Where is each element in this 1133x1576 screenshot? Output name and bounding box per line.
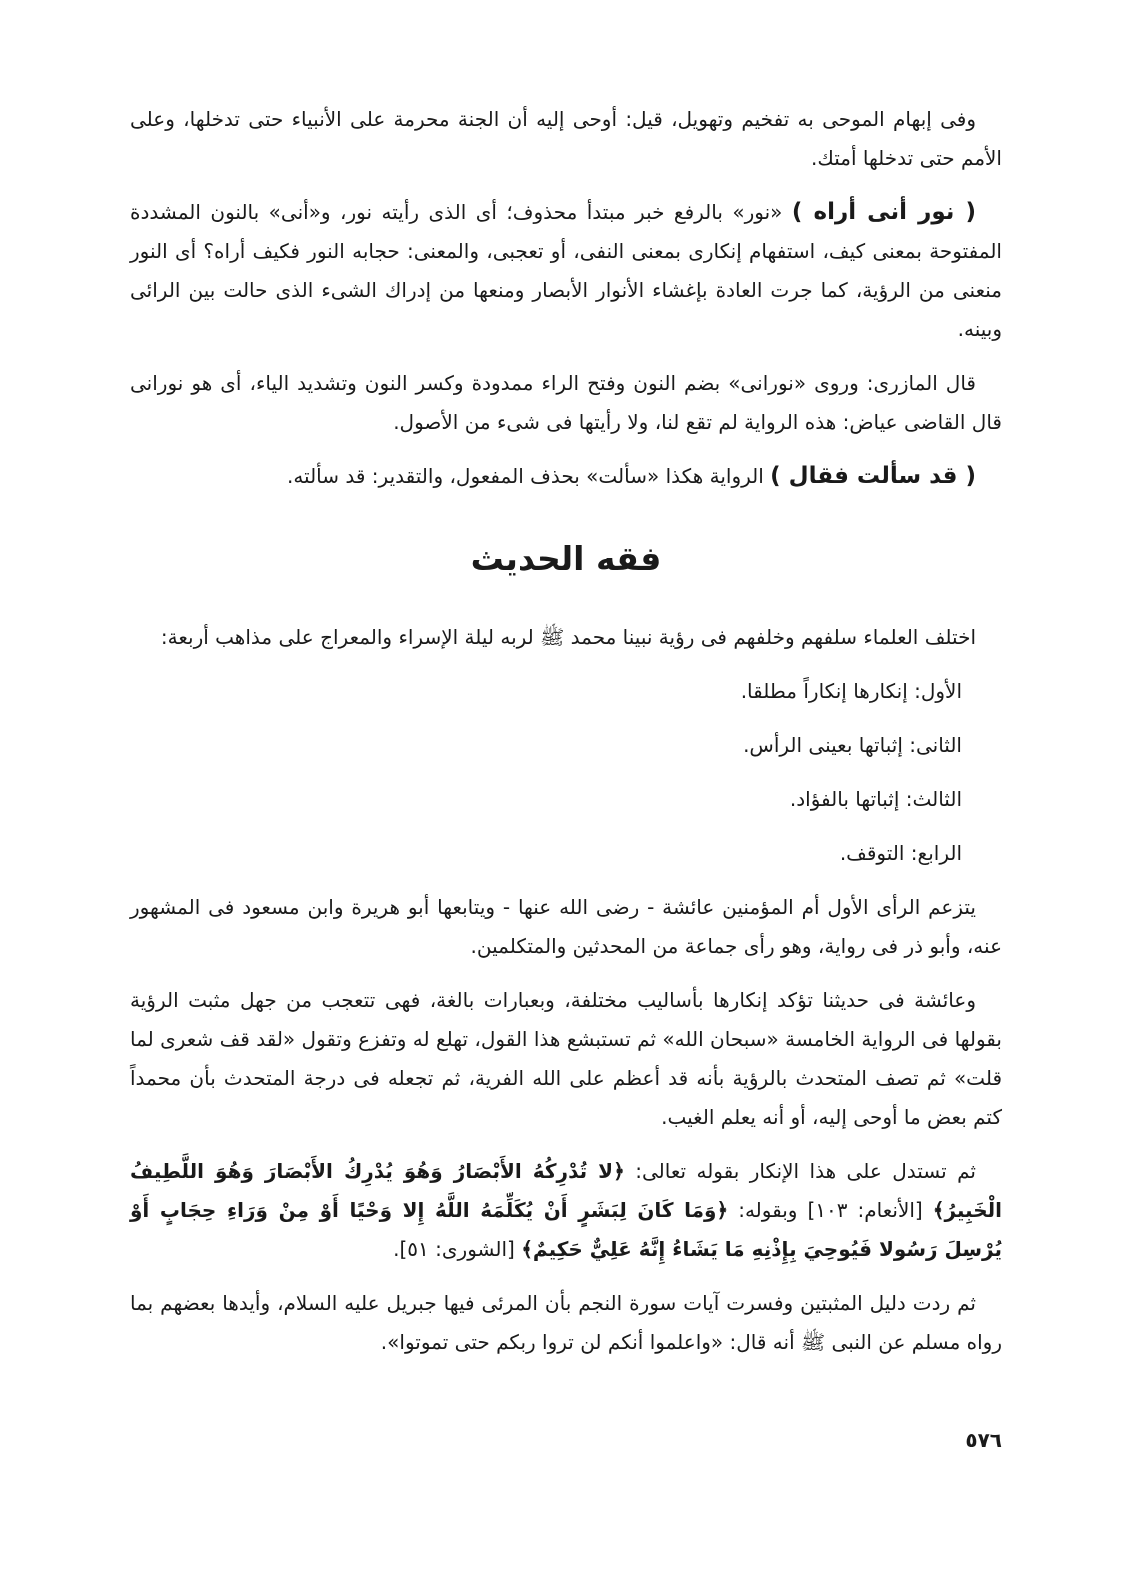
- paragraph-3: قال المازرى: وروى «نورانى» بضم النون وفتح الراء ممدودة وكسر النون وتشديد الياء، أى هو نورانى قال القاضى عياض: هذه الرواية لم تقع لنا، ولا رأيتها فى شىء من الأصول.: [130, 371, 1002, 434]
- page-body: [130, 100, 1002, 1377]
- paragraph-7: وعائشة فى حديثنا تؤكد إنكارها بأساليب مختلفة، وبعبارات بالغة، فهى تتعجب من جهل مثبت الرؤية بقولها فى الرواية الخامسة «سبحان الله» ثم تستبشع هذا القول، تهلع له وتفزع وتقول «لقد قف شعرى لما قلت» ثم تصف المتحدث بالرؤية بأنه قد أعظم على الله الفرية، ثم تجعله فى درجة المتحدث بأن محمداً كتم بعض ما أوحى إليه، أو أنه يعلم الغيب.: [130, 988, 1002, 1129]
- quran-verse-shura: ﴿وَمَا كَانَ لِبَشَرٍ أَنْ يُكَلِّمَهُ اللَّهُ إِلا وَحْيًا أَوْ مِنْ وَرَاءِ حِجَابٍ أَوْ يُرْسِلَ رَسُولا فَيُوحِيَ بِإِذْنِهِ مَا يَشَاءُ إِنَّهُ عَلِيٌّ حَكِيمٌ﴾: [130, 1198, 1002, 1261]
- paragraph-8-end: [الشورى: ٥١].: [393, 1237, 522, 1261]
- term-nur-anna-arah: ( نور أنى أراه ): [791, 199, 976, 225]
- paragraph-9: ثم ردت دليل المثبتين وفسرت آيات سورة النجم بأن المرئى فيها جبريل عليه السلام، وأيدها بعضهم بما رواه مسلم عن النبى ﷺ أنه قال: «واعلموا أنكم لن تروا ربكم حتى تموتوا».: [130, 1291, 1002, 1354]
- list-item-2: الثانى: إثباتها بعينى الرأس.: [743, 733, 962, 757]
- paragraph-8: [130, 1152, 1002, 1269]
- quran-verse-anam: ﴿لا تُدْرِكُهُ الأَبْصَارُ وَهُوَ يُدْرِكُ الأَبْصَارَ وَهُوَ اللَّطِيفُ الْخَبِيرُ﴾: [130, 1159, 1002, 1222]
- paragraph-4-text: الرواية هكذا «سألت» بحذف المفعول، والتقدير: قد سألته.: [286, 464, 771, 488]
- paragraph-1: وفى إبهام الموحى به تفخيم وتهويل، قيل: أوحى إليه أن الجنة محرمة على الأنبياء حتى تدخلها، وعلى الأمم حتى تدخلها أمتك.: [130, 107, 1002, 170]
- paragraph-8-intro: ثم تستدل على هذا الإنكار بقوله تعالى:: [624, 1159, 976, 1183]
- list-item-3: الثالث: إثباتها بالفؤاد.: [789, 787, 962, 811]
- paragraph-5: اختلف العلماء سلفهم وخلفهم فى رؤية نبينا محمد ﷺ لربه ليلة الإسراء والمعراج على مذاهب أربعة:: [160, 625, 976, 649]
- paragraph-2: [130, 193, 1002, 349]
- paragraph-2-text: «نور» بالرفع خبر مبتدأ محذوف؛ أى الذى رأيته نور، و«أنى» بالنون المشددة المفتوحة بمعنى كيف، استفهام إنكارى بمعنى النفى، أو تعجبى، والمعنى: حجابه النور فكيف أراه؟ أى النور منعنى من الرؤية، كما جرت العادة بإغشاء الأنوار الأبصار ومنعها من إدراك الشىء الذى حالت بين الرائى وبينه.: [130, 200, 1002, 341]
- paragraph-8-middle: [الأنعام: ١٠٣] وبقوله:: [728, 1198, 933, 1222]
- term-qad-saalt: ( قد سألت فقال ): [770, 463, 976, 489]
- list-item-1: الأول: إنكارها إنكاراً مطلقا.: [740, 679, 962, 703]
- paragraph-4: [130, 457, 1002, 496]
- page-number: ٥٧٦: [965, 1428, 1002, 1452]
- section-heading: فقه الحديث: [470, 539, 662, 578]
- list-item-4: الرابع: التوقف.: [839, 841, 962, 865]
- paragraph-6: يتزعم الرأى الأول أم المؤمنين عائشة - رضى الله عنها - ويتابعها أبو هريرة وابن مسعود فى المشهور عنه، وأبو ذر فى رواية، وهو رأى جماعة من المحدثين والمتكلمين.: [130, 895, 1002, 958]
